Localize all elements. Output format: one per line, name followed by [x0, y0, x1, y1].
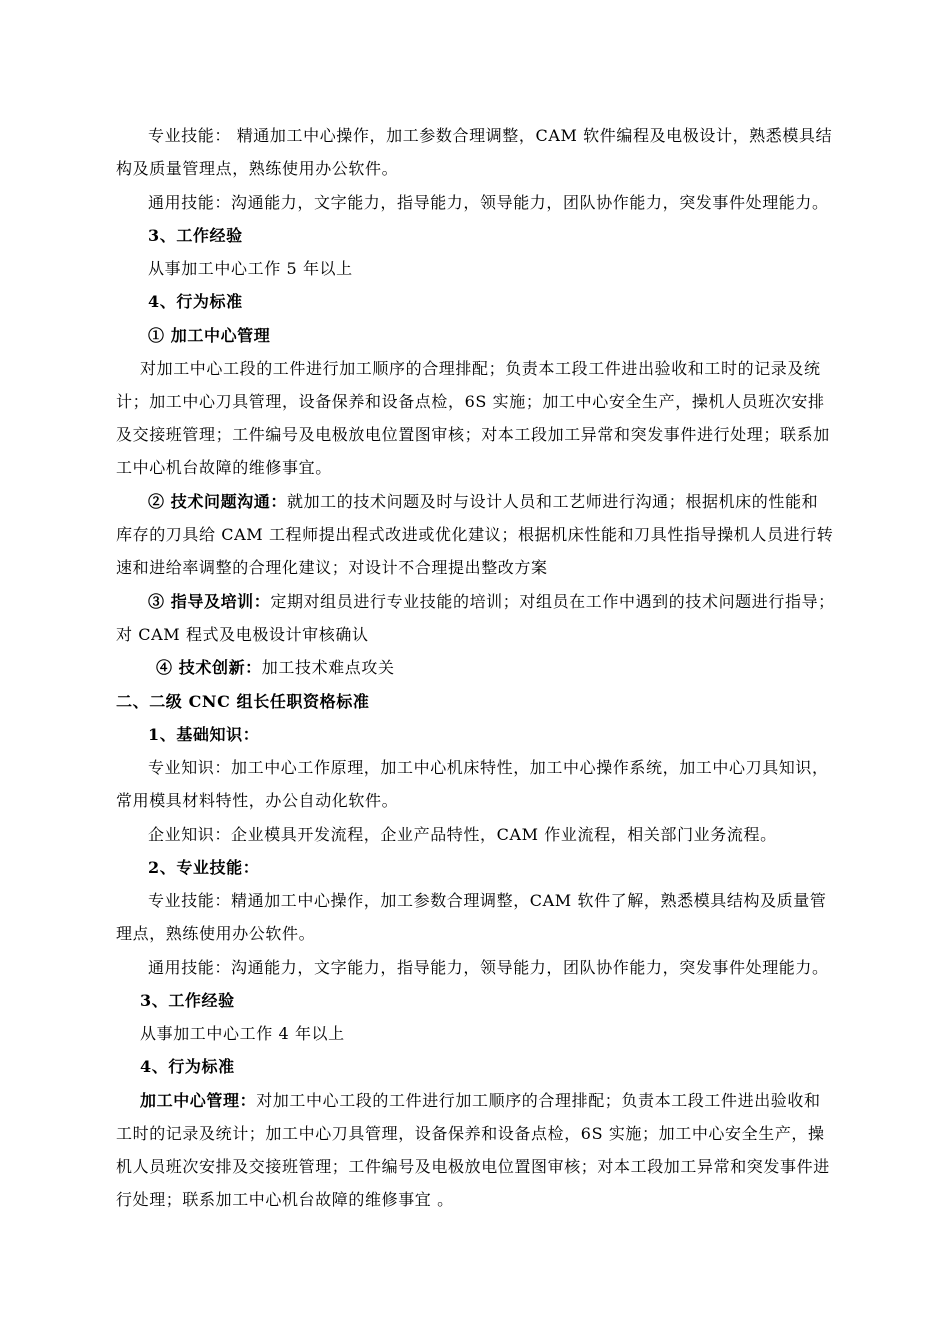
enterprise-knowledge-line: 企业知识：企业模具开发流程，企业产品特性，CAM 作业流程，相关部门业务流程。 — [148, 825, 777, 844]
pro-skill-2-line-1: 专业技能：精通加工中心操作，加工参数合理调整，CAM 软件了解，熟悉模具结构及质量管 — [148, 891, 827, 910]
pro-skill-2-line-2: 理点，熟练使用办公软件。 — [116, 924, 316, 943]
management-line-1: 对加工中心工段的工件进行加工顺序的合理排配；负责本工段工件进出验收和工时的记录及统 — [140, 359, 821, 378]
behavior-2-heading: 4、行为标准 — [140, 1057, 235, 1076]
pro-skill-label: 专业技能： — [148, 126, 232, 145]
behavior-heading: 4、行为标准 — [148, 292, 243, 311]
innovation-line — [156, 658, 840, 678]
guidance-text: 定期对组员进行专业技能的培训；对组员在工作中遇到的技术问题进行指导； — [270, 592, 835, 611]
innovation-label: ④ 技术创新： — [156, 658, 262, 677]
experience-2-text: 从事加工中心工作 4 年以上 — [140, 1024, 345, 1043]
guidance-line-1 — [148, 592, 840, 612]
management-heading: ① 加工中心管理 — [148, 326, 271, 345]
guidance-line-2: 对 CAM 程式及电极设计审核确认 — [116, 625, 369, 644]
management-line-2: 计；加工中心刀具管理，设备保养和设备点检，6S 实施；加工中心安全生产，操机人员班次安排 — [116, 392, 825, 411]
tech-communication-label: ② 技术问题沟通： — [148, 492, 287, 511]
section-two-title: 二、二级 CNC 组长任职资格标准 — [116, 692, 370, 711]
management-line-4: 工中心机台故障的维修事宜。 — [116, 458, 332, 477]
tech-communication-text: 就加工的技术问题及时与设计人员和工艺师进行沟通；根据机床的性能和 — [286, 492, 819, 511]
pro-skill-text: 精通加工中心操作，加工参数合理调整，CAM 软件编程及电极设计，熟悉模具结 — [236, 126, 833, 145]
experience-2-heading: 3、工作经验 — [140, 991, 235, 1010]
innovation-text: 加工技术难点攻关 — [261, 658, 395, 677]
guidance-label: ③ 指导及培训： — [148, 592, 271, 611]
management-2-label: 加工中心管理： — [140, 1091, 257, 1110]
experience-heading: 3、工作经验 — [148, 226, 243, 245]
tech-communication-line-3: 速和进给率调整的合理化建议；对设计不合理提出整改方案 — [116, 558, 548, 577]
management-2-text: 对加工中心工段的工件进行加工顺序的合理排配；负责本工段工件进出验收和 — [256, 1091, 821, 1110]
pro-knowledge-line-1: 专业知识：加工中心工作原理，加工中心机床特性，加工中心操作系统，加工中心刀具知识， — [148, 758, 829, 777]
management-2-line-4: 行处理；联系加工中心机台故障的维修事宜 。 — [116, 1190, 454, 1209]
management-2-line-3: 机人员班次安排及交接班管理；工件编号及电极放电位置图审核；对本工段加工异常和突发事件进 — [116, 1157, 830, 1176]
tech-communication-line-2: 库存的刀具给 CAM 工程师提出程式改进或优化建议；根据机床性能和刀具性指导操机人员进行转 — [116, 525, 834, 544]
management-2-line-2: 工时的记录及统计；加工中心刀具管理，设备保养和设备点检，6S 实施；加工中心安全生产，操 — [116, 1124, 825, 1143]
management-2-line-1 — [140, 1091, 840, 1111]
general-skill-line: 通用技能：沟通能力，文字能力，指导能力，领导能力，团队协作能力，突发事件处理能力。 — [148, 193, 829, 212]
experience-text: 从事加工中心工作 5 年以上 — [148, 259, 353, 278]
pro-skill-line-1 — [148, 126, 840, 146]
basic-knowledge-heading: 1、基础知识： — [148, 725, 260, 744]
skill-heading: 2、专业技能： — [148, 858, 260, 877]
pro-skill-line-2: 构及质量管理点，熟练使用办公软件。 — [116, 159, 399, 178]
general-skill-2-line: 通用技能：沟通能力，文字能力，指导能力，领导能力，团队协作能力，突发事件处理能力。 — [148, 958, 829, 977]
tech-communication-line-1 — [148, 492, 840, 512]
management-line-3: 及交接班管理；工件编号及电极放电位置图审核；对本工段加工异常和突发事件进行处理；联系加 — [116, 425, 830, 444]
pro-knowledge-line-2: 常用模具材料特性，办公自动化软件。 — [116, 791, 399, 810]
